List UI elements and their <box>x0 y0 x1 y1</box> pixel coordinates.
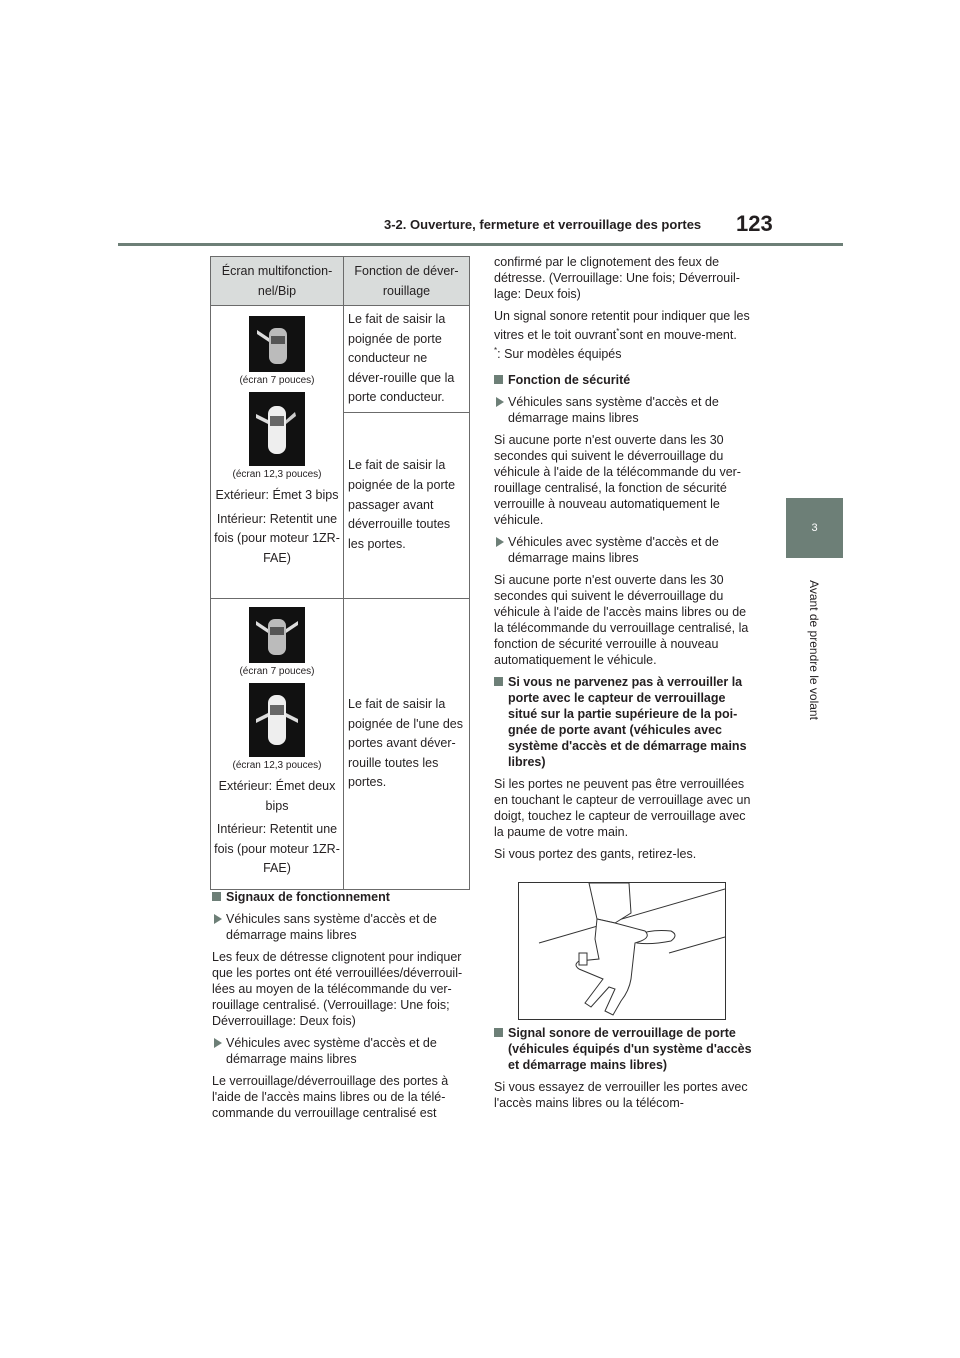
chapter-tab: 3 <box>786 498 843 558</box>
left-column <box>212 889 474 1127</box>
chapter-label: Avant de prendre le volant <box>807 580 821 720</box>
table-cell-function-passenger: Le fait de saisir la poignée de la porte passager avant déverrouille toutes les portes. <box>344 412 470 598</box>
car-driver-door-12in-icon <box>249 392 305 466</box>
buzzer-text-b: sont en mouve-ment. <box>619 328 737 343</box>
hand-illustration-icon <box>519 883 725 1019</box>
heading-door-lock-buzzer: Signal sonore de verrouillage de porte (véhicules équipés d'un système d'accès et démarrage mains libres) <box>494 1025 752 1073</box>
car-driver-door-7in-icon <box>249 316 305 372</box>
paragraph-buzzer-windows <box>494 308 752 362</box>
bullet-with-smart-entry: Véhicules avec système d'accès et de démarrage mains libres <box>212 1035 474 1067</box>
paragraph-confirmation: confirmé par le clignotement des feux de détresse. (Verrouillage: Une fois; Déverrouil-lage: Deux fois) <box>494 255 740 301</box>
exterior-signal-text: Extérieur: Émet 3 bips <box>215 488 339 502</box>
caption-7in: (écran 7 pouces) <box>239 375 315 386</box>
paragraph-remove-gloves: Si vous portez des gants, retirez-les. <box>494 847 697 862</box>
table-cell-function-driver: Le fait de saisir la poignée de porte conducteur ne déver-rouille que la porte conducteur. <box>344 306 470 413</box>
caption-12in: (écran 12,3 pouces) <box>232 759 322 771</box>
table-header-function: Fonction de déver-rouillage <box>344 257 470 306</box>
buzzer-text-a: Un signal sonore retentit pour indiquer que les vitres et le toit ouvrant <box>494 309 750 343</box>
right-column <box>494 254 752 868</box>
heading-lock-sensor: Si vous ne parvenez pas à verrouiller la porte avec le capteur de verrouillage situé sur la partie supérieure de la poi-gnée de porte avant (véhicules avec système d'accès et de démarrage mains libres) <box>494 674 752 770</box>
paragraph-door-lock-buzzer: Si vous essayez de verrouiller les portes avec l'accès mains libres ou la télécom- <box>494 1080 748 1110</box>
heading-security-function: Fonction de sécurité <box>494 372 752 388</box>
car-both-doors-7in-icon <box>249 607 305 663</box>
interior-signal-text: Intérieur: Retentit une fois (pour moteur 1ZR-FAE) <box>214 822 340 876</box>
paragraph-hazard-lights: Les feux de détresse clignotent pour indiquer que les portes ont été verrouillées/déverrouil-lées au moyen de la télécommande du ver-rouillage centralisé. (Verrouillage: Une fois; Déverrouillage: Deux fois) <box>212 950 463 1028</box>
paragraph-security-smart: Si aucune porte n'est ouverte dans les 30 secondes qui suivent le déverrouillage du véhicule à l'aide de l'accès mains libres ou de la télécommande du verrouillage centralisé, la fonction de sécurité verrouille à nouveau automatiquement le véhicule. <box>494 573 749 668</box>
hand-on-door-handle-illustration <box>518 882 726 1020</box>
header-rule <box>118 243 843 246</box>
heading-operation-signals: Signaux de fonctionnement <box>212 889 474 905</box>
page-number: 123 <box>736 211 773 236</box>
caption-7in: (écran 7 pouces) <box>239 665 315 677</box>
table-cell-display-row1 <box>211 306 344 599</box>
bullet-with-smart-entry: Véhicules avec système d'accès et de démarrage mains libres <box>494 534 752 566</box>
paragraph-security-remote: Si aucune porte n'est ouverte dans les 30 secondes qui suivent le déverrouillage du véhicule à l'aide de la télécommande du ver-rouillage centralisé, la fonction de sécurité verrouille à nouveau automatiquement le véhicule. <box>494 433 741 528</box>
exterior-signal-text: Extérieur: Émet deux bips <box>218 778 336 813</box>
bullet-without-smart-entry: Véhicules sans système d'accès et de démarrage mains libres <box>212 911 474 943</box>
table-cell-function-any-door: Le fait de saisir la poignée de l'une des portes avant déver-rouille toutes les portes. <box>344 598 470 889</box>
paragraph-smart-entry-lock: Le verrouillage/déverrouillage des portes à l'aide de l'accès mains libres ou de la télé-commande du verrouillage centralisé est <box>212 1074 449 1120</box>
footnote-star: * <box>494 346 498 356</box>
table-header-display: Écran multifonction-nel/Bip <box>211 257 344 306</box>
interior-signal-text: Intérieur: Retentit une fois (pour moteur 1ZR-FAE) <box>214 511 340 565</box>
right-column-bottom <box>494 1025 752 1117</box>
bullet-without-smart-entry: Véhicules sans système d'accès et de démarrage mains libres <box>494 394 752 426</box>
section-header-title: 3-2. Ouverture, fermeture et verrouillage des portes <box>384 217 702 232</box>
footnote-marker: * <box>616 327 620 336</box>
car-both-doors-12in-icon <box>249 683 305 757</box>
table-cell-display-row2 <box>211 598 344 889</box>
caption-12in: (écran 12,3 pouces) <box>232 469 322 480</box>
footnote-text: : Sur modèles équipés <box>497 347 622 362</box>
chapter-side-label <box>786 560 843 740</box>
paragraph-lock-sensor-palm: Si les portes ne peuvent pas être verrouillées en touchant le capteur de verrouillage avec un doigt, touchez le capteur de verrouillage avec la paume de votre main. <box>494 777 751 840</box>
unlock-signals-table <box>210 256 470 890</box>
